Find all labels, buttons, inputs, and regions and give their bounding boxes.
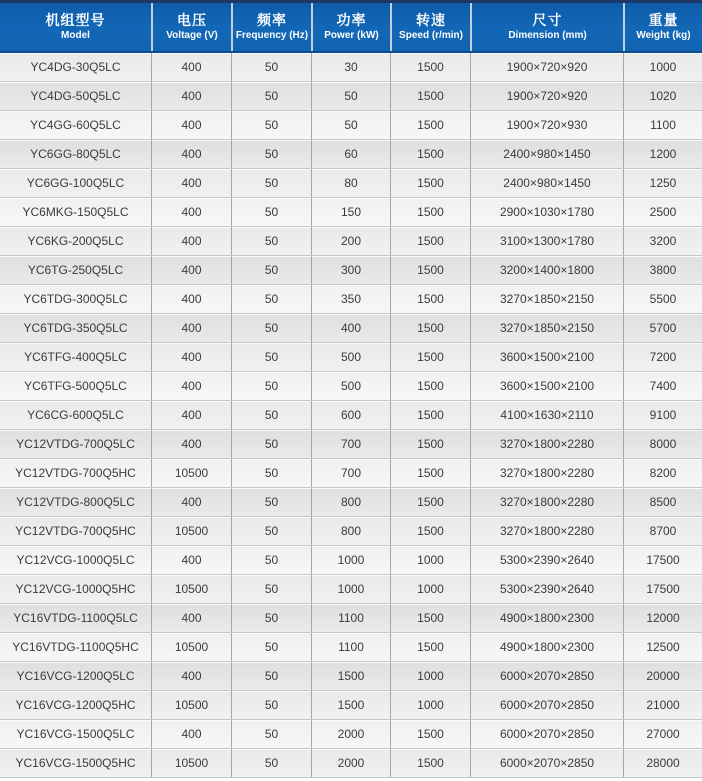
cell-weight: 28000 (623, 749, 702, 777)
cell-dimension: 3200×1400×1800 (470, 256, 623, 284)
cell-dimension: 2400×980×1450 (470, 169, 623, 197)
cell-model: YC6MKG-150Q5LC (22, 205, 129, 219)
cell-model: YC4GG-60Q5LC (30, 118, 121, 132)
cell-power: 1100 (311, 604, 390, 632)
table-row (0, 633, 702, 662)
cell-voltage: 400 (151, 314, 231, 342)
cell-weight: 17500 (623, 546, 702, 574)
cell-dimension: 4900×1800×2300 (470, 604, 623, 632)
cell-speed: 1500 (390, 720, 470, 748)
table-row (0, 720, 702, 749)
cell-weight: 8500 (623, 488, 702, 516)
cell-voltage: 400 (151, 604, 231, 632)
cell-weight: 20000 (623, 662, 702, 690)
cell-voltage: 400 (151, 285, 231, 313)
cell-speed: 1500 (390, 430, 470, 458)
cell-frequency: 50 (231, 575, 311, 603)
cell-dimension: 6000×2070×2850 (470, 662, 623, 690)
cell-weight: 1020 (623, 82, 702, 110)
cell-speed: 1500 (390, 227, 470, 255)
header-cell-weight (623, 3, 702, 51)
cell-weight: 3200 (623, 227, 702, 255)
cell-speed: 1500 (390, 372, 470, 400)
cell-frequency: 50 (231, 372, 311, 400)
cell-model: YC6GG-100Q5LC (26, 176, 125, 190)
cell-model: YC12VTDG-800Q5LC (16, 495, 135, 509)
cell-frequency: 50 (231, 517, 311, 545)
header-speed-zh: 转速 (416, 12, 446, 28)
header-voltage-en: Voltage (V) (166, 30, 218, 41)
cell-dimension: 3600×1500×2100 (470, 372, 623, 400)
cell-frequency: 50 (231, 662, 311, 690)
cell-model: YC12VTDG-700Q5HC (15, 524, 136, 538)
table-row (0, 372, 702, 401)
cell-weight: 8000 (623, 430, 702, 458)
header-power-en: Power (kW) (324, 30, 379, 41)
table-row (0, 488, 702, 517)
cell-weight: 3800 (623, 256, 702, 284)
cell-model: YC4DG-50Q5LC (30, 89, 121, 103)
cell-frequency: 50 (231, 169, 311, 197)
cell-frequency: 50 (231, 198, 311, 226)
cell-voltage: 400 (151, 343, 231, 371)
cell-dimension: 6000×2070×2850 (470, 720, 623, 748)
table-row (0, 285, 702, 314)
header-dimension-zh: 尺寸 (532, 12, 563, 28)
cell-speed: 1500 (390, 285, 470, 313)
cell-power: 350 (311, 285, 390, 313)
header-model-en: Model (61, 30, 90, 41)
cell-dimension: 3270×1800×2280 (470, 517, 623, 545)
cell-power: 1500 (311, 691, 390, 719)
cell-voltage: 10500 (151, 517, 231, 545)
cell-power: 1000 (311, 575, 390, 603)
cell-frequency: 50 (231, 140, 311, 168)
table-row (0, 546, 702, 575)
cell-speed: 1500 (390, 198, 470, 226)
cell-model: YC12VCG-1000Q5LC (16, 553, 135, 567)
cell-power: 60 (311, 140, 390, 168)
header-speed-en: Speed (r/min) (399, 30, 463, 41)
cell-power: 300 (311, 256, 390, 284)
cell-dimension: 3270×1800×2280 (470, 430, 623, 458)
table-row (0, 343, 702, 372)
header-voltage-zh: 电压 (177, 12, 207, 28)
table-row (0, 749, 702, 778)
header-frequency-en: Frequency (Hz) (235, 30, 309, 41)
cell-frequency: 50 (231, 227, 311, 255)
cell-speed: 1500 (390, 633, 470, 661)
cell-power: 1100 (311, 633, 390, 661)
cell-weight: 5700 (623, 314, 702, 342)
cell-power: 2000 (311, 720, 390, 748)
cell-speed: 1500 (390, 343, 470, 371)
cell-frequency: 50 (231, 430, 311, 458)
cell-frequency: 50 (231, 488, 311, 516)
cell-frequency: 50 (231, 546, 311, 574)
cell-dimension: 5300×2390×2640 (470, 546, 623, 574)
table-row (0, 459, 702, 488)
cell-power: 800 (311, 517, 390, 545)
cell-dimension: 3270×1800×2280 (470, 488, 623, 516)
cell-speed: 1500 (390, 256, 470, 284)
cell-power: 2000 (311, 749, 390, 777)
table-row (0, 314, 702, 343)
cell-weight: 7400 (623, 372, 702, 400)
cell-voltage: 10500 (151, 575, 231, 603)
cell-model: YC6CG-600Q5LC (27, 408, 124, 422)
cell-weight: 21000 (623, 691, 702, 719)
cell-speed: 1500 (390, 111, 470, 139)
cell-power: 50 (311, 111, 390, 139)
cell-voltage: 400 (151, 401, 231, 429)
header-power-zh: 功率 (336, 12, 367, 28)
cell-dimension: 3100×1300×1780 (470, 227, 623, 255)
cell-dimension: 1900×720×930 (470, 111, 623, 139)
cell-speed: 1500 (390, 169, 470, 197)
cell-frequency: 50 (231, 82, 311, 110)
table-row (0, 691, 702, 720)
cell-frequency: 50 (231, 459, 311, 487)
table-row (0, 401, 702, 430)
table-row (0, 517, 702, 546)
cell-speed: 1500 (390, 140, 470, 168)
cell-dimension: 3270×1800×2280 (470, 459, 623, 487)
cell-voltage: 400 (151, 198, 231, 226)
cell-weight: 12000 (623, 604, 702, 632)
cell-voltage: 400 (151, 169, 231, 197)
cell-power: 80 (311, 169, 390, 197)
cell-power: 400 (311, 314, 390, 342)
table-body (0, 53, 702, 778)
cell-model: YC16VCG-1200Q5HC (15, 698, 136, 712)
cell-model: YC6KG-200Q5LC (27, 234, 124, 248)
table-row (0, 198, 702, 227)
cell-model: YC16VCG-1500Q5LC (16, 727, 135, 741)
cell-dimension: 1900×720×920 (470, 53, 623, 81)
cell-weight: 27000 (623, 720, 702, 748)
cell-model: YC6TG-250Q5LC (27, 263, 124, 277)
cell-frequency: 50 (231, 749, 311, 777)
cell-speed: 1000 (390, 691, 470, 719)
cell-speed: 1500 (390, 82, 470, 110)
cell-weight: 17500 (623, 575, 702, 603)
cell-power: 500 (311, 372, 390, 400)
cell-frequency: 50 (231, 285, 311, 313)
cell-speed: 1500 (390, 604, 470, 632)
cell-model: YC6GG-80Q5LC (30, 147, 121, 161)
cell-weight: 1250 (623, 169, 702, 197)
cell-frequency: 50 (231, 633, 311, 661)
header-cell-frequency (231, 3, 311, 51)
header-cell-voltage (151, 3, 231, 51)
table-row (0, 662, 702, 691)
cell-power: 700 (311, 459, 390, 487)
cell-power: 1500 (311, 662, 390, 690)
table-row (0, 53, 702, 82)
cell-weight: 9100 (623, 401, 702, 429)
cell-dimension: 2400×980×1450 (470, 140, 623, 168)
cell-power: 150 (311, 198, 390, 226)
cell-voltage: 10500 (151, 459, 231, 487)
cell-frequency: 50 (231, 53, 311, 81)
table-header (0, 0, 702, 53)
cell-speed: 1500 (390, 314, 470, 342)
cell-dimension: 3600×1500×2100 (470, 343, 623, 371)
cell-model: YC16VCG-1200Q5LC (16, 669, 135, 683)
cell-power: 200 (311, 227, 390, 255)
cell-model: YC16VTDG-1100Q5HC (12, 640, 139, 654)
cell-speed: 1500 (390, 749, 470, 777)
cell-weight: 1000 (623, 53, 702, 81)
cell-dimension: 2900×1030×1780 (470, 198, 623, 226)
header-weight-zh: 重量 (648, 12, 679, 28)
cell-frequency: 50 (231, 256, 311, 284)
table-row (0, 82, 702, 111)
cell-weight: 7200 (623, 343, 702, 371)
cell-voltage: 400 (151, 430, 231, 458)
cell-voltage: 400 (151, 53, 231, 81)
cell-voltage: 400 (151, 488, 231, 516)
table-row (0, 169, 702, 198)
cell-power: 500 (311, 343, 390, 371)
cell-model: YC12VTDG-700Q5HC (15, 466, 136, 480)
cell-voltage: 400 (151, 227, 231, 255)
cell-frequency: 50 (231, 314, 311, 342)
cell-power: 600 (311, 401, 390, 429)
cell-voltage: 400 (151, 140, 231, 168)
cell-model: YC6TDG-350Q5LC (23, 321, 128, 335)
cell-frequency: 50 (231, 604, 311, 632)
cell-speed: 1000 (390, 546, 470, 574)
table-row (0, 140, 702, 169)
cell-dimension: 6000×2070×2850 (470, 691, 623, 719)
cell-frequency: 50 (231, 720, 311, 748)
cell-power: 30 (311, 53, 390, 81)
cell-power: 700 (311, 430, 390, 458)
table-row (0, 111, 702, 140)
cell-power: 1000 (311, 546, 390, 574)
table-row (0, 430, 702, 459)
cell-weight: 2500 (623, 198, 702, 226)
cell-weight: 5500 (623, 285, 702, 313)
header-cell-model (0, 3, 151, 51)
cell-weight: 12500 (623, 633, 702, 661)
cell-dimension: 6000×2070×2850 (470, 749, 623, 777)
cell-voltage: 400 (151, 720, 231, 748)
cell-voltage: 10500 (151, 749, 231, 777)
cell-voltage: 10500 (151, 633, 231, 661)
cell-dimension: 4900×1800×2300 (470, 633, 623, 661)
cell-voltage: 400 (151, 372, 231, 400)
cell-speed: 1500 (390, 53, 470, 81)
cell-model: YC6TFG-500Q5LC (24, 379, 127, 393)
table-row (0, 256, 702, 285)
cell-model: YC12VCG-1000Q5HC (15, 582, 136, 596)
header-cell-dimension (470, 3, 623, 51)
cell-speed: 1500 (390, 459, 470, 487)
header-model-zh: 机组型号 (45, 12, 106, 28)
cell-speed: 1000 (390, 575, 470, 603)
cell-speed: 1500 (390, 517, 470, 545)
cell-weight: 8700 (623, 517, 702, 545)
cell-voltage: 400 (151, 82, 231, 110)
table-row (0, 604, 702, 633)
cell-frequency: 50 (231, 343, 311, 371)
cell-power: 800 (311, 488, 390, 516)
cell-model: YC16VCG-1500Q5HC (15, 756, 136, 770)
cell-model: YC4DG-30Q5LC (30, 60, 121, 74)
cell-speed: 1000 (390, 662, 470, 690)
cell-frequency: 50 (231, 111, 311, 139)
cell-model: YC6TFG-400Q5LC (24, 350, 127, 364)
cell-model: YC12VTDG-700Q5LC (16, 437, 135, 451)
cell-speed: 1500 (390, 401, 470, 429)
cell-voltage: 400 (151, 256, 231, 284)
cell-dimension: 1900×720×920 (470, 82, 623, 110)
cell-dimension: 3270×1850×2150 (470, 285, 623, 313)
cell-dimension: 3270×1850×2150 (470, 314, 623, 342)
header-dimension-en: Dimension (mm) (508, 30, 587, 41)
header-weight-en: Weight (kg) (636, 30, 691, 41)
header-cell-power (311, 3, 390, 51)
table-row (0, 575, 702, 604)
cell-speed: 1500 (390, 488, 470, 516)
cell-frequency: 50 (231, 401, 311, 429)
cell-voltage: 400 (151, 662, 231, 690)
cell-weight: 1100 (623, 111, 702, 139)
cell-voltage: 400 (151, 111, 231, 139)
cell-frequency: 50 (231, 691, 311, 719)
cell-model: YC16VTDG-1100Q5LC (13, 611, 138, 625)
header-frequency-zh: 频率 (257, 12, 287, 28)
cell-dimension: 4100×1630×2110 (470, 401, 623, 429)
table-row (0, 227, 702, 256)
cell-model: YC6TDG-300Q5LC (23, 292, 128, 306)
cell-weight: 8200 (623, 459, 702, 487)
cell-dimension: 5300×2390×2640 (470, 575, 623, 603)
cell-weight: 1200 (623, 140, 702, 168)
cell-voltage: 10500 (151, 691, 231, 719)
cell-power: 50 (311, 82, 390, 110)
cell-voltage: 400 (151, 546, 231, 574)
header-cell-speed (390, 3, 470, 51)
